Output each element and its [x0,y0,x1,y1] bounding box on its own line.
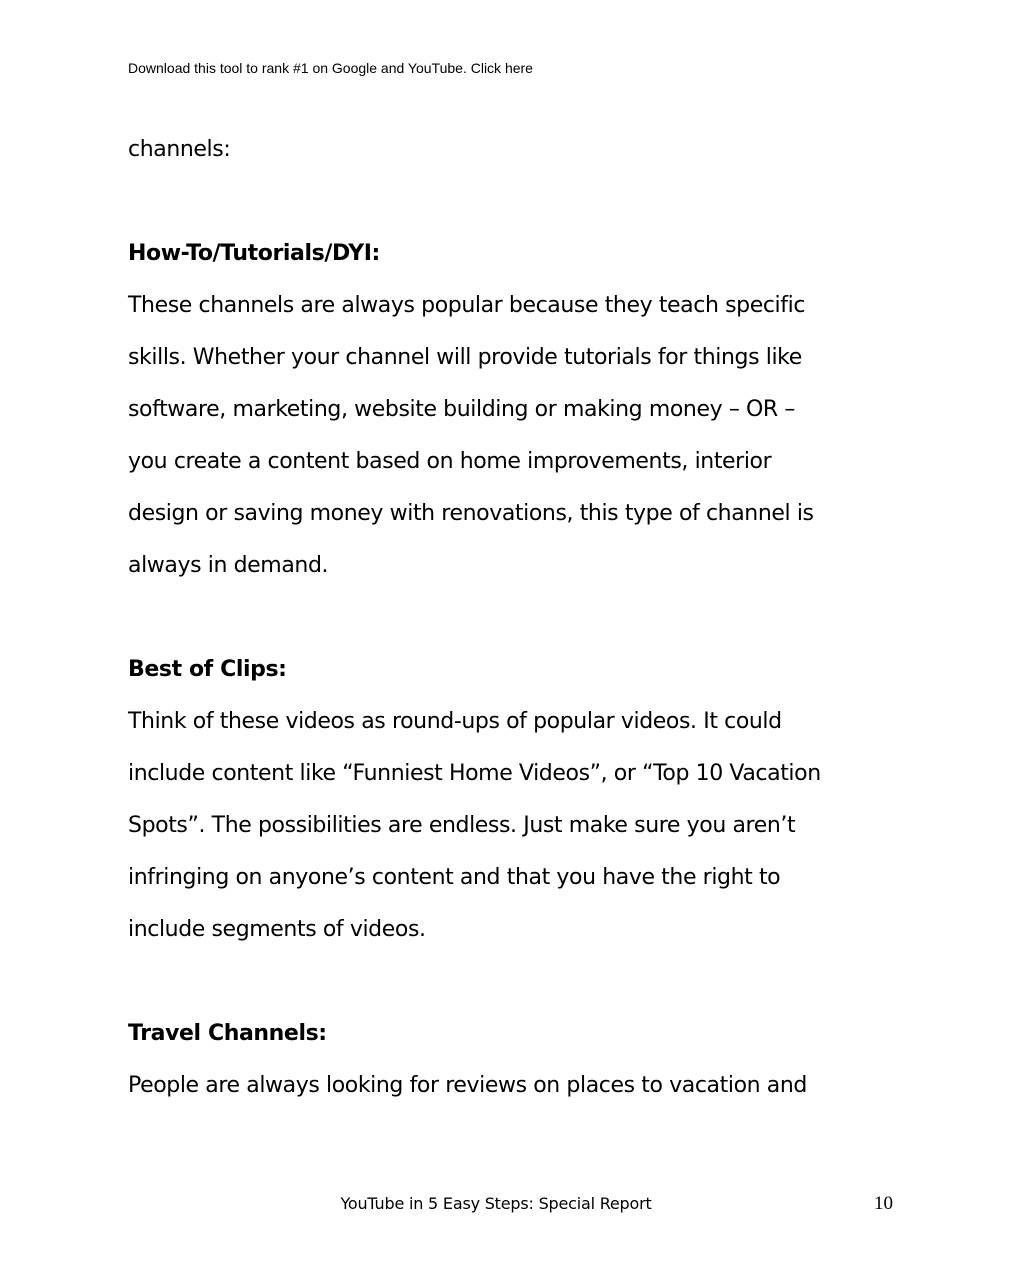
section-heading-travel-channels: Travel Channels: [128,1021,327,1046]
best-of-clips-line-2: include content like “Funniest Home Videos”, or “Top 10 Vacation [128,761,821,786]
best-of-clips-line-1: Think of these videos as round-ups of popular videos. It could [128,709,782,734]
footer-report-title: YouTube in 5 Easy Steps: Special Report [340,1194,652,1213]
intro-fragment: channels: [128,137,231,162]
paragraph-gap [128,956,908,1008]
best-of-clips-line-4: infringing on anyone’s content and that you have the right to [128,865,781,890]
promo-download-link[interactable]: Download this tool to rank #1 on Google and YouTube. Click here [128,60,533,76]
best-of-clips-line-5: include segments of videos. [128,917,426,942]
best-of-clips-line-3: Spots”. The possibilities are endless. Just make sure you aren’t [128,813,796,838]
travel-channels-line-1: People are always looking for reviews on places to vacation and [128,1073,807,1098]
document-body [128,124,908,1112]
how-to-line-6: always in demand. [128,553,329,578]
how-to-line-3: software, marketing, website building or making money – OR – [128,397,796,422]
how-to-line-2: skills. Whether your channel will provide tutorials for things like [128,345,802,370]
page-number: 10 [874,1193,893,1214]
how-to-line-4: you create a content based on home improvements, interior [128,449,772,474]
paragraph-gap [128,592,908,644]
section-heading-best-of-clips: Best of Clips: [128,657,287,682]
how-to-line-5: design or saving money with renovations, this type of channel is [128,501,814,526]
how-to-line-1: These channels are always popular because they teach specific [128,293,806,318]
section-heading-how-to: How-To/Tutorials/DYI: [128,241,380,266]
paragraph-gap [128,176,908,228]
